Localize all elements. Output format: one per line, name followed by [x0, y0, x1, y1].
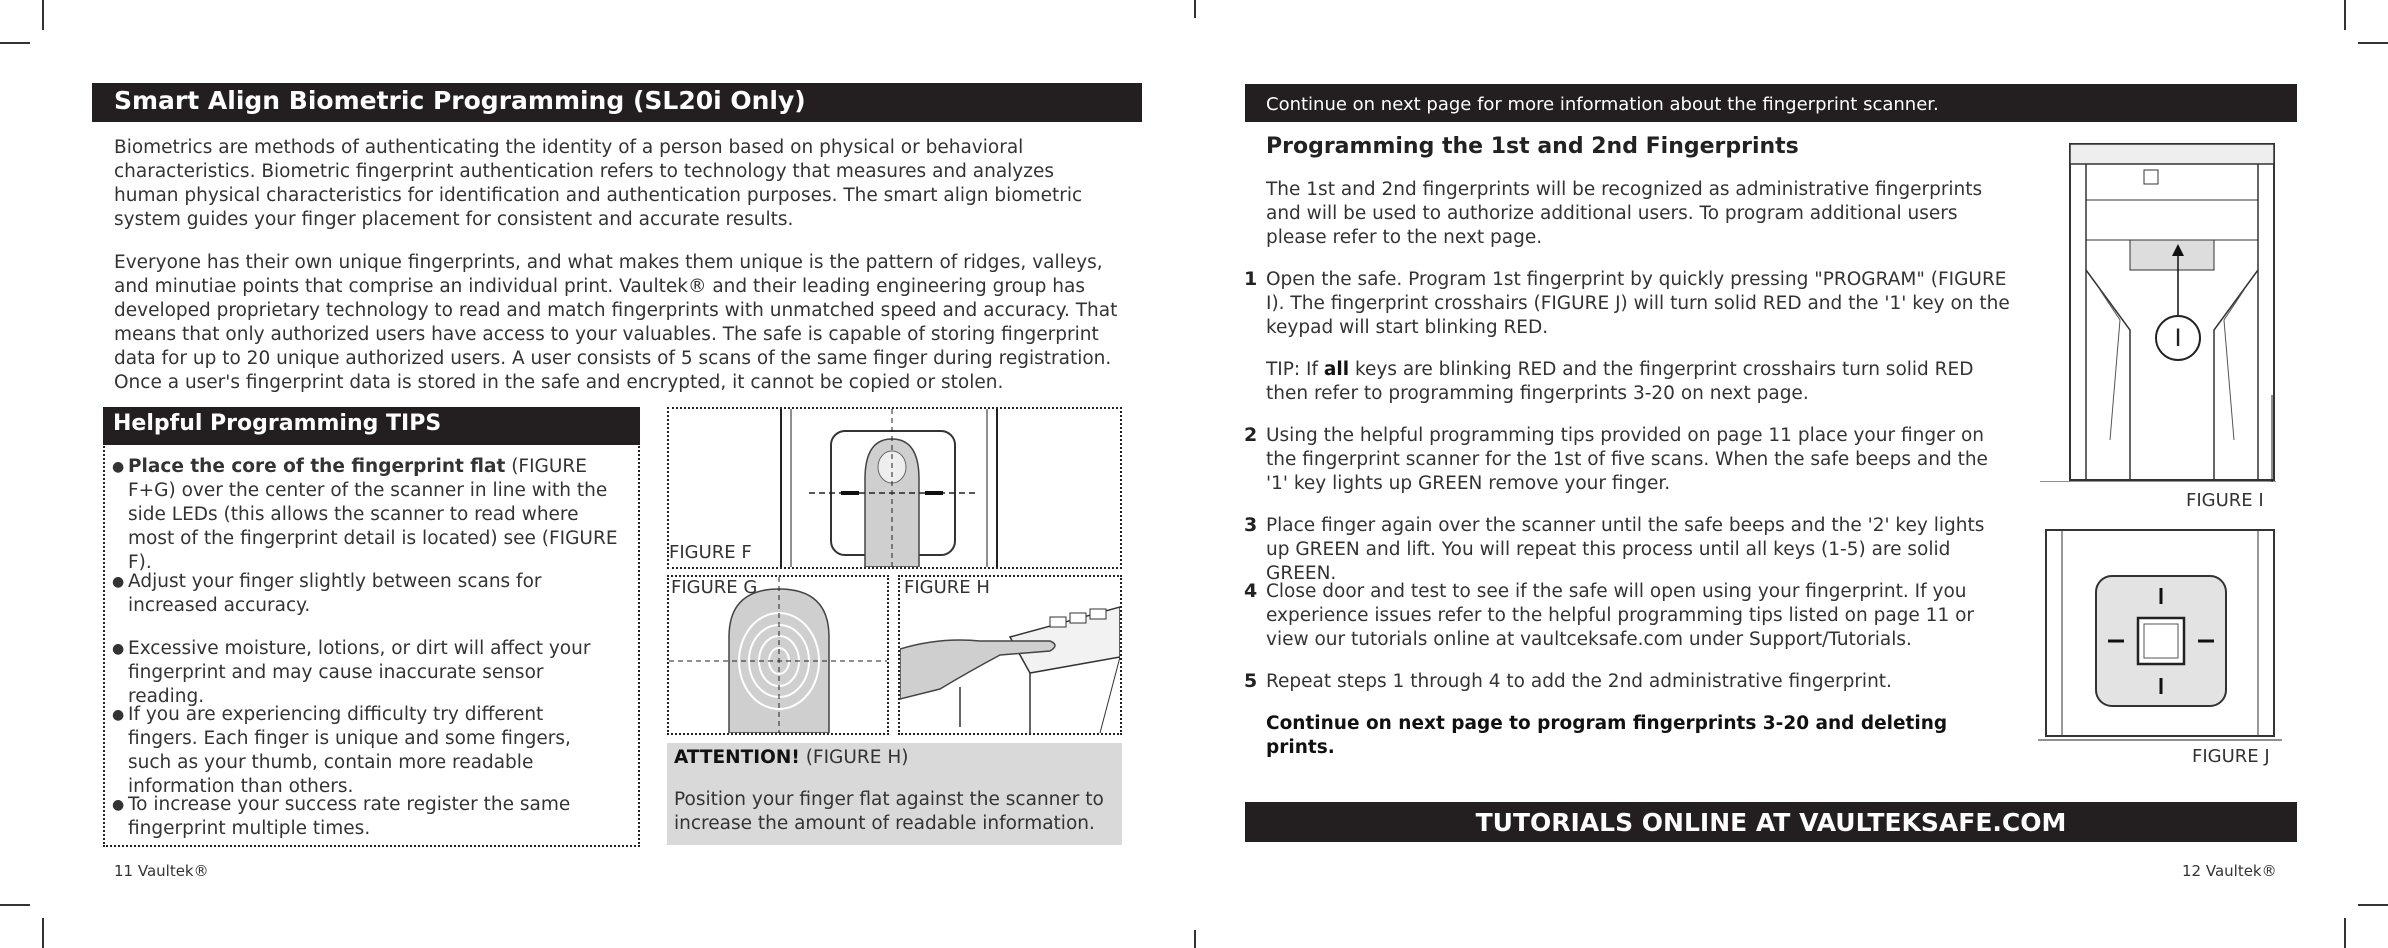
tip-text: Excessive moisture, lotions, or dirt will affect your fingerprint and may cause inaccurate sensor reading. — [128, 638, 591, 707]
tip-bold: Place the core of the fingerprint flat — [128, 456, 506, 477]
crop-mark — [1194, 0, 1196, 18]
crop-mark — [2358, 42, 2388, 44]
step-text: Close door and test to see if the safe will open using your fingerprint. If you experience issues refer to the helpful programming tips listed on page 11 or view our tutorials online at vaultceksafe.com under Support/Tutorials. — [1266, 581, 1975, 650]
page-number-left: 11 Vaultek® — [114, 862, 209, 880]
figure-g-label: FIGURE G — [671, 577, 758, 598]
crop-mark — [0, 904, 30, 906]
continue-bar-text: Continue on next page for more information about the fingerprint scanner. — [1266, 94, 1939, 115]
tutorials-text: TUTORIALS ONLINE AT VAULTEKSAFE.COM — [1475, 808, 2067, 837]
tip-item — [112, 637, 618, 709]
tip-text: Adjust your finger slightly between scans for increased accuracy. — [128, 571, 542, 616]
bullet-icon: ● — [112, 707, 125, 723]
tip-text: (FIGURE F+G) over the center of the scanner in line with the side LEDs (this allows the scanner to read where most of the fingerprint detail is located) see (FIGURE F). — [128, 456, 618, 573]
attention-ref: (FIGURE H) — [799, 747, 909, 768]
section-intro: The 1st and 2nd fingerprints will be recognized as administrative fingerprints and will be used to authorize additional users. To program additional users please refer to the next page. — [1266, 179, 1983, 248]
tutorials-bar — [1245, 802, 2297, 842]
step-text: Place finger again over the scanner until the safe beeps and the '2' key lights up GREEN and lift. You will repeat this process until all keys (1-5) are solid GREEN. — [1266, 515, 1985, 584]
step-text: Using the helpful programming tips provided on page 11 place your finger on the fingerprint scanner for the 1st of five scans. When the safe beeps and the '1' key lights up GREEN remove your finger. — [1266, 425, 1988, 494]
bullet-icon: ● — [112, 641, 125, 657]
tip-rest: keys are blinking RED and the fingerprint crosshairs turn solid RED then refer to programming fingerprints 3-20 on next page. — [1266, 359, 1974, 404]
tip-bold: all — [1323, 359, 1350, 380]
figure-j-label: FIGURE J — [2192, 746, 2270, 767]
tips-title-bar — [103, 407, 640, 445]
step-number: 3 — [1244, 514, 1258, 536]
step-text: Repeat steps 1 through 4 to add the 2nd administrative fingerprint. — [1266, 671, 1892, 692]
crop-mark — [42, 0, 44, 30]
figure-i-illustration — [2040, 140, 2276, 482]
crop-mark — [42, 918, 44, 948]
tip-item — [112, 455, 618, 575]
tip-item — [112, 793, 618, 841]
figure-i-callout: I — [2174, 324, 2182, 352]
continue-bar — [1245, 84, 2297, 122]
crop-mark — [2358, 904, 2388, 906]
bullet-icon: ● — [112, 574, 125, 590]
crop-mark — [0, 42, 30, 44]
crop-mark — [2344, 0, 2346, 30]
step-number: 1 — [1244, 268, 1258, 290]
tip-note — [1266, 358, 2011, 406]
continue-bold: Continue on next page to program fingerprints 3-20 and deleting prints. — [1266, 713, 1948, 758]
tip-text: To increase your success rate register the same fingerprint multiple times. — [128, 794, 571, 839]
step-text: Open the safe. Program 1st fingerprint by quickly pressing "PROGRAM" (FIGURE I). The fingerprint crosshairs (FIGURE J) will turn solid RED and the '1' key on the keypad will start blinking RED. — [1266, 269, 2010, 338]
step-number: 5 — [1244, 670, 1258, 692]
figure-f-label: FIGURE F — [669, 542, 752, 563]
bullet-icon: ● — [112, 797, 125, 813]
figure-i-label: FIGURE I — [2186, 490, 2264, 511]
crop-mark — [2344, 918, 2346, 948]
figure-j-illustration — [2038, 528, 2282, 746]
intro-paragraph-2: Everyone has their own unique fingerprints, and what makes them unique is the pattern of ridges, valleys, and minutiae points that comprise an individual print. Vaultek® and their leading engineering group has developed proprietary technology to read and match fingerprints with unmatched speed and accuracy. That means that only authorized users have access to your valuables. The safe is capable of storing fingerprint data for up to 20 unique authorized users. A user consists of 5 scans of the same finger during registration. Once a user's fingerprint data is stored in the safe and encrypted, it cannot be copied or stolen. — [114, 252, 1118, 393]
attention-bold: ATTENTION! — [674, 747, 800, 768]
page-title: Smart Align Biometric Programming (SL20i Only) — [114, 86, 806, 115]
attention-heading — [674, 746, 1114, 770]
figure-g-illustration — [669, 577, 887, 733]
tip-text: If you are experiencing difficulty try different fingers. Each finger is unique and some fingers, such as your thumb, contain more readable information than others. — [128, 704, 571, 797]
tips-title: Helpful Programming TIPS — [113, 411, 442, 436]
section-heading: Programming the 1st and 2nd Fingerprints — [1266, 134, 1799, 159]
figure-h-label: FIGURE H — [904, 577, 990, 598]
step-number: 2 — [1244, 424, 1258, 446]
tip-prefix: TIP: If — [1266, 359, 1324, 380]
page-number-right: 12 Vaultek® — [2182, 862, 2277, 880]
left-title-bar — [92, 83, 1142, 122]
crop-mark — [1194, 930, 1196, 948]
intro-paragraph-1: Biometrics are methods of authenticating the identity of a person based on physical or behavioral characteristics. Biometric fingerprint authentication refers to technology that measures and analyzes human physical characteristics for identification and authentication purposes. The smart align biometric system guides your finger placement for consistent and accurate results. — [114, 137, 1083, 230]
tip-item — [112, 570, 618, 618]
figure-h-illustration — [900, 577, 1120, 733]
step-number: 4 — [1244, 580, 1258, 602]
attention-text: Position your finger flat against the scanner to increase the amount of readable information. — [674, 789, 1104, 834]
tip-item — [112, 703, 618, 799]
bullet-icon: ● — [112, 459, 125, 475]
continue-note — [1266, 712, 2011, 760]
